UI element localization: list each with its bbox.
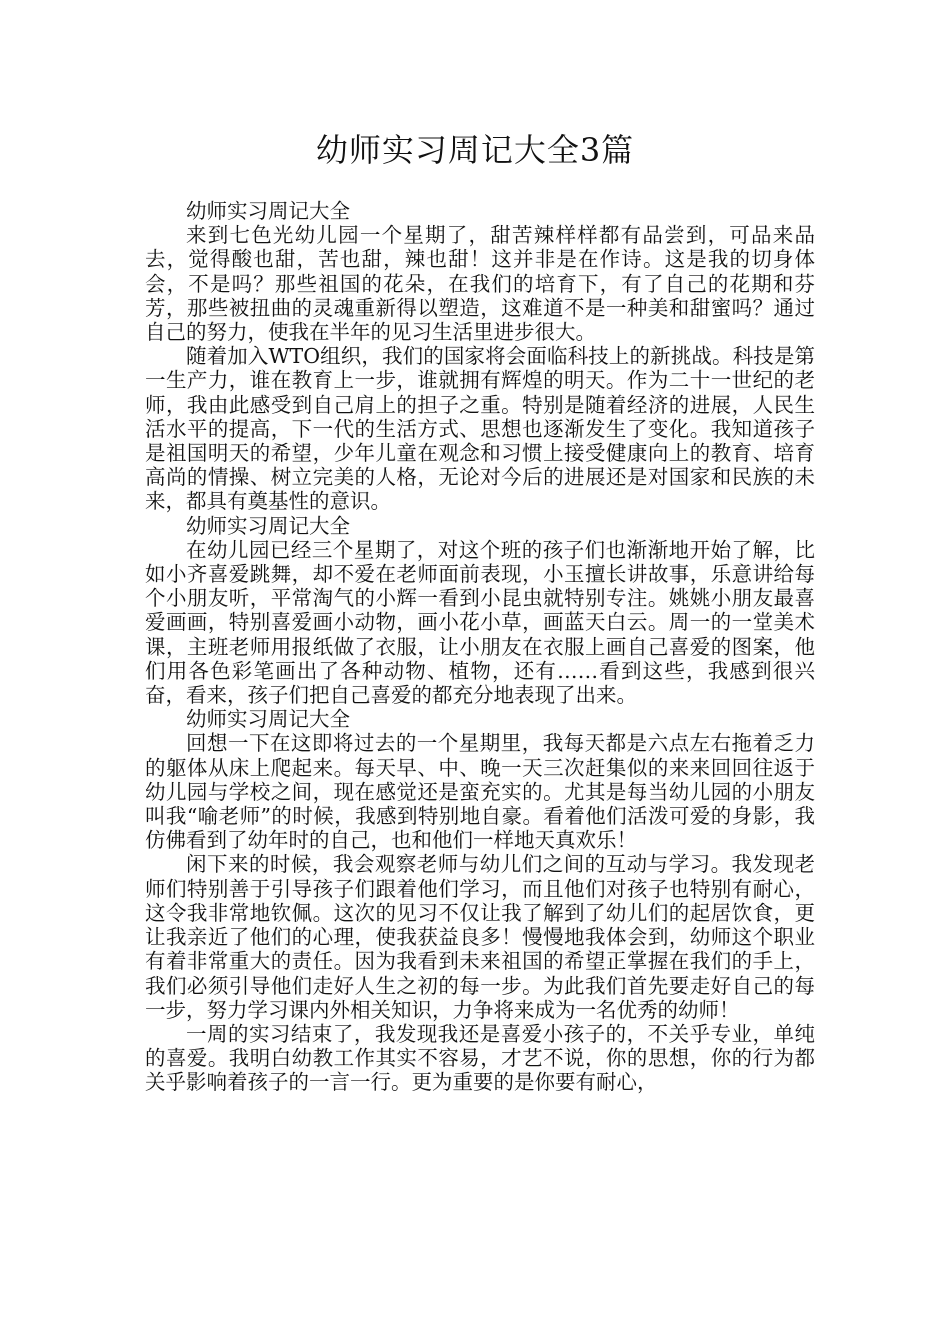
document-title: 幼师实习周记大全3篇: [315, 131, 635, 169]
body-paragraph: 回想一下在这即将过去的一个星期里，我每天都是六点左右拖着乏力的躯体从床上爬起来。每天早、中、晚一天三次赶集似的来来回回往返于幼儿园与学校之间，现在感觉还是蛮充实的。尤其是每当幼儿园的小朋友叫我“喻老师”的时候，我感到特别地自豪。看着他们活泼可爱的身影，我仿佛看到了幼年时的自己，也和他们一样地天真欢乐！: [145, 731, 815, 853]
body-paragraph: 一周的实习结束了，我发现我还是喜爱小孩子的，不关乎专业，单纯的喜爱。我明白幼教工作其实不容易，才艺不说，你的思想，你的行为都关乎影响着孩子的一言一行。更为重要的是你要有耐心，: [145, 1021, 815, 1095]
section-heading: 幼师实习周记大全: [186, 513, 350, 538]
section-heading: 幼师实习周记大全: [186, 707, 350, 732]
body-paragraph: 随着加入WTO组织，我们的国家将会面临科技上的新挑战。科技是第一生产力，谁在教育上一步，谁就拥有辉煌的明天。作为二十一世纪的老师，我由此感受到自己肩上的担子之重。特别是随着经济的进展，人民生活水平的提高，下一代的生活方式、思想也逐渐发生了变化。我知道孩子是祖国明天的希望，少年儿童在观念和习惯上接受健康向上的教育、培育高尚的情操、树立完美的人格，无论对今后的进展还是对国家和民族的未来，都具有奠基性的意识。: [145, 344, 815, 514]
section-heading: 幼师实习周记大全: [186, 199, 350, 223]
document-body: [145, 199, 815, 1095]
body-paragraph: 来到七色光幼儿园一个星期了，甜苦辣样样都有品尝到，可品来品去，觉得酸也甜，苦也甜，辣也甜！这并非是在作诗。这是我的切身体会，不是吗？那些祖国的花朵，在我们的培育下，有了自己的花期和芬芳，那些被扭曲的灵魂重新得以塑造，这难道不是一种美和甜蜜吗？通过自己的努力，使我在半年的见习生活里进步很大。: [145, 223, 815, 345]
body-paragraph: 闲下来的时候，我会观察老师与幼儿们之间的互动与学习。我发现老师们特别善于引导孩子们跟着他们学习，而且他们对孩子也特别有耐心，这令我非常地钦佩。这次的见习不仅让我了解到了幼儿们的起居饮食，更让我亲近了他们的心理，使我获益良多！慢慢地我体会到，幼师这个职业有着非常重大的责任。因为我看到未来祖国的希望正掌握在我们的手上，我们必须引导他们走好人生之初的每一步。为此我们首先要走好自己的每一步，努力学习课内外相关知识，力争将来成为一名优秀的幼师！: [145, 852, 815, 1022]
body-paragraph: 在幼儿园已经三个星期了，对这个班的孩子们也渐渐地开始了解，比如小齐喜爱跳舞，却不爱在老师面前表现，小玉擅长讲故事，乐意讲给每个小朋友听，平常淘气的小辉一看到小昆虫就特别专注。姚姚小朋友最喜爱画画，特别喜爱画小动物，画小花小草，画蓝天白云。周一的一堂美术课，主班老师用报纸做了衣服，让小朋友在衣服上画自己喜爱的图案，他们用各色彩笔画出了各种动物、植物，还有……看到这些，我感到很兴奋，看来，孩子们把自己喜爱的都充分地表现了出来。: [145, 537, 815, 708]
